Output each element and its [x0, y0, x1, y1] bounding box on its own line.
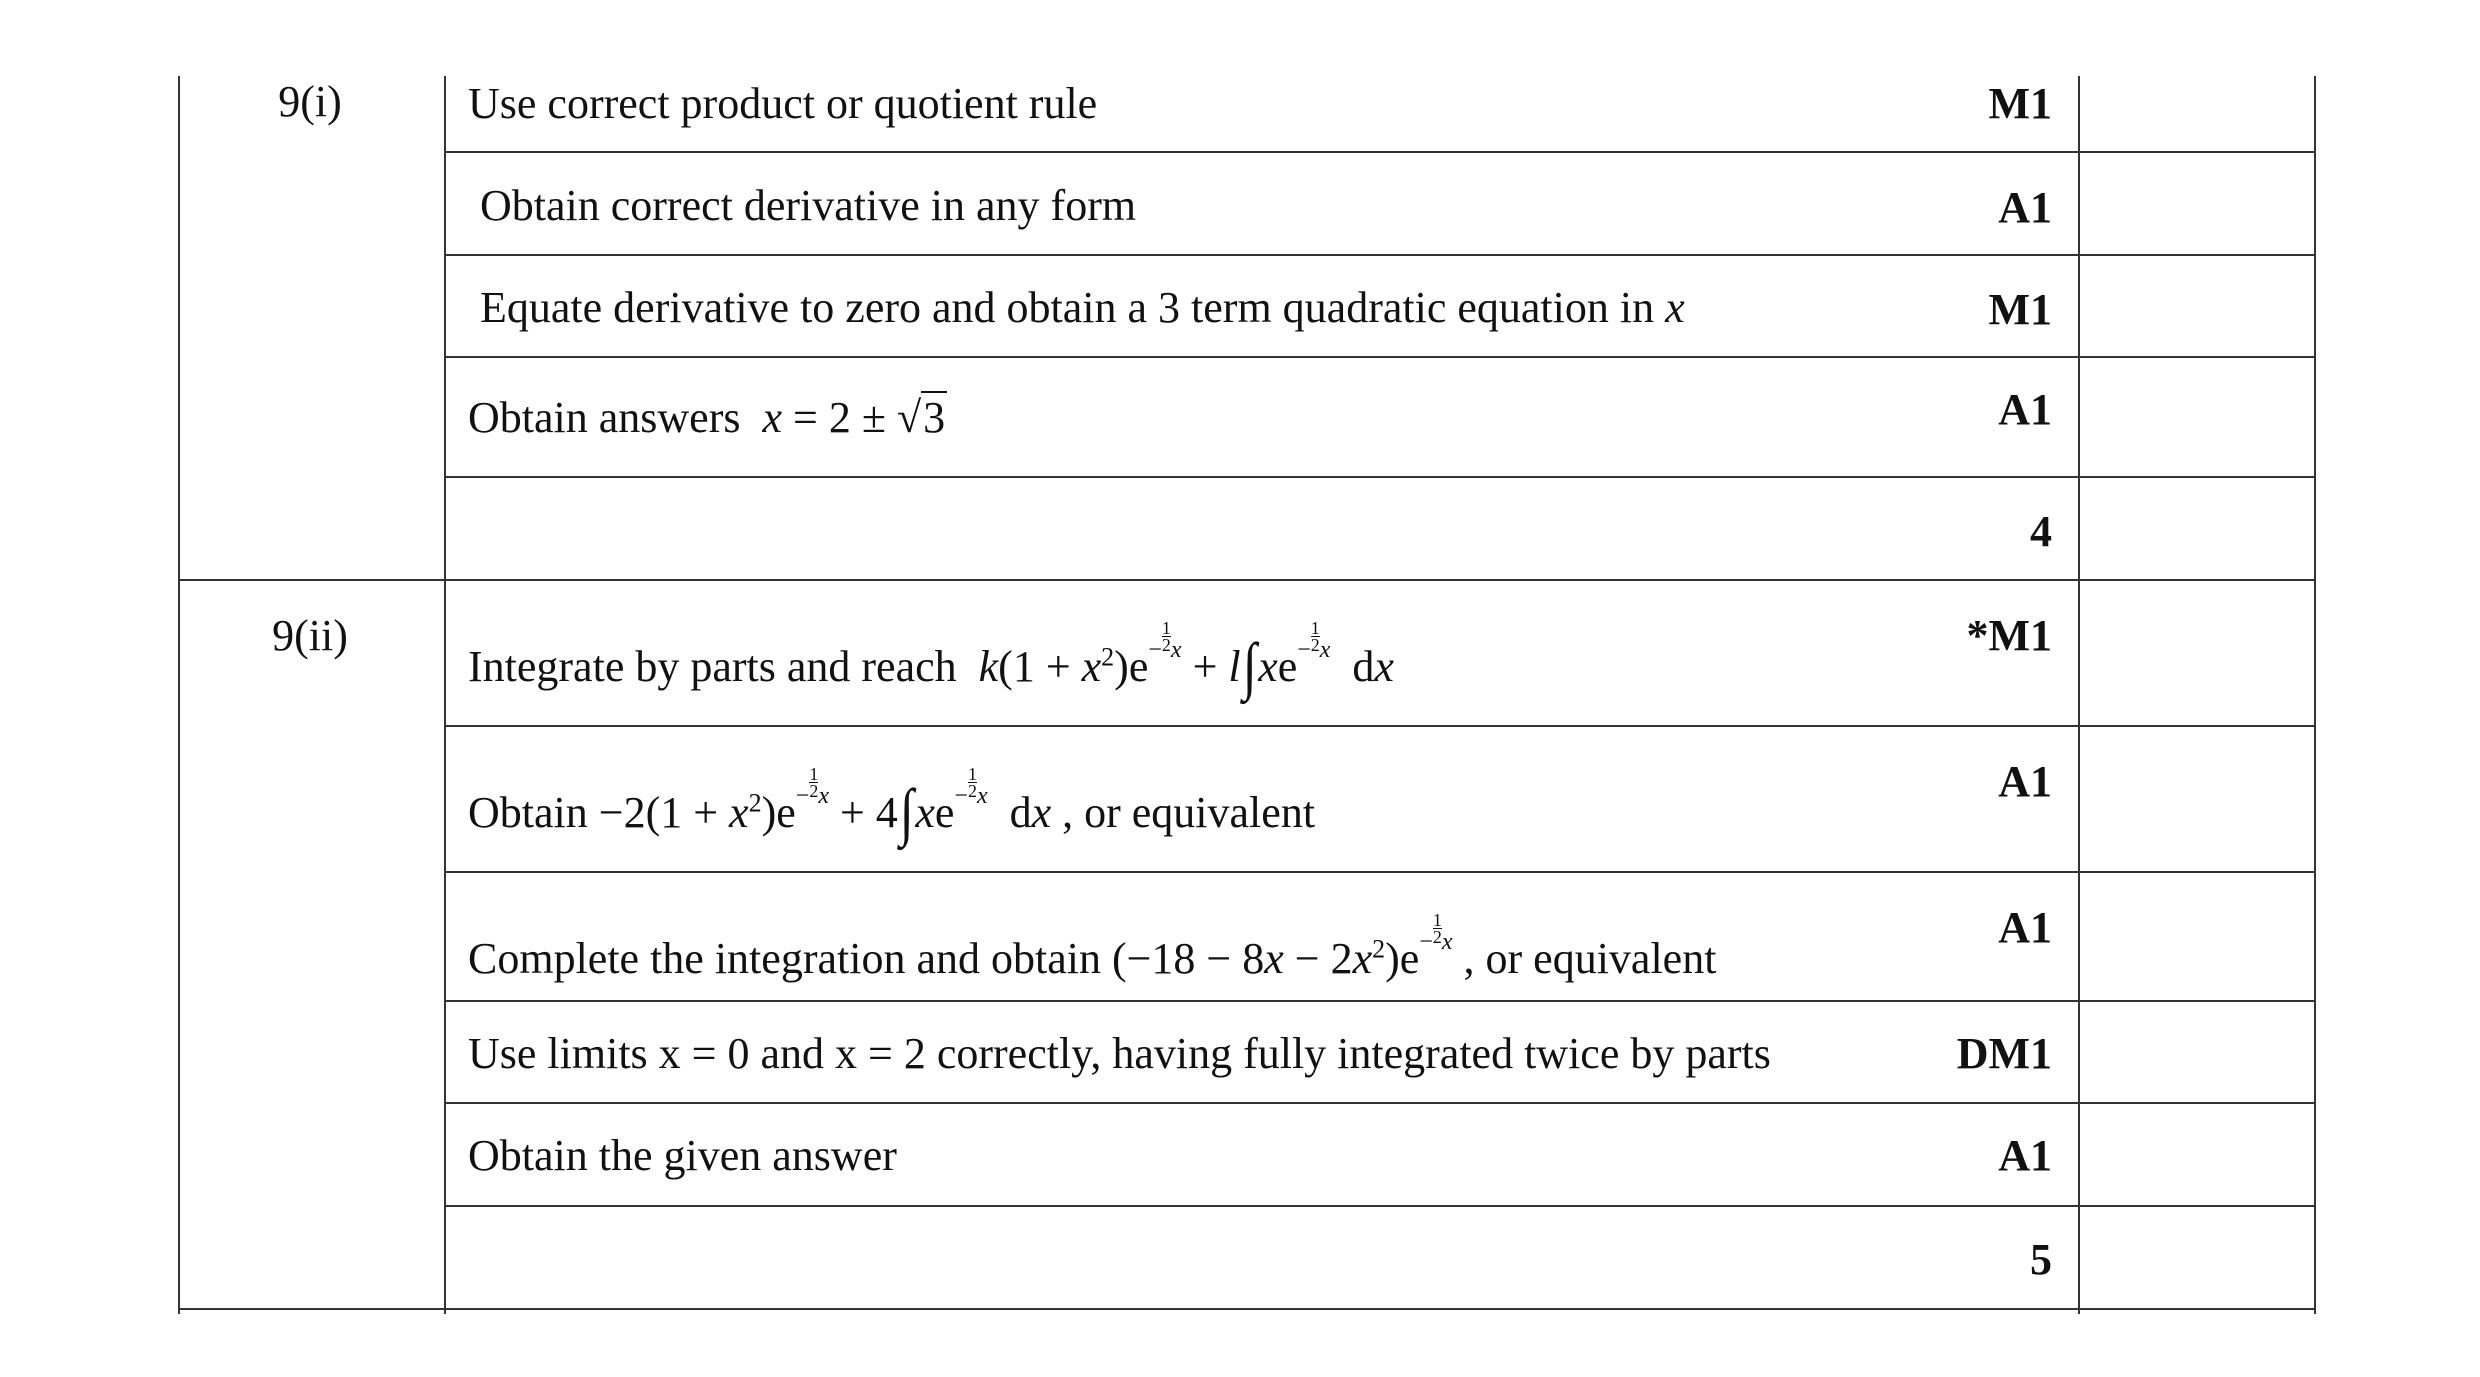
row-divider: [444, 356, 2316, 358]
step-text: Obtain the given answer: [468, 1131, 897, 1180]
step-text: [480, 283, 1685, 332]
question-number: 9(i): [278, 77, 342, 126]
table-border-left: [178, 76, 180, 1314]
math-expression: $(-18 - 8x - 2x^2)e^{- \frac{1}{2} x}$: [1111, 910, 1453, 983]
table-border-right: [2314, 76, 2316, 1314]
column-divider-marks: [2078, 76, 2080, 1314]
step-text: [468, 910, 1717, 983]
row-divider: [444, 1000, 2316, 1002]
step-text: [468, 618, 1394, 701]
row-divider: [444, 1205, 2316, 1207]
math-expression: $k(1 + x^2)e^{- \frac{1}{2} x} + l\int xe^{- \frac{1}{2} x}$ dx: [978, 618, 1394, 701]
row-divider: [444, 871, 2316, 873]
step-text-main: Complete the integration and obtain: [468, 933, 1101, 983]
step-text: Obtain correct derivative in any form: [480, 181, 1137, 230]
mark-value: A1: [1998, 757, 2052, 806]
step-text-main: Obtain answers: [468, 393, 741, 442]
math-expression: $-2(1 + x^2)e^{- \frac{1}{2} x} + 4\int xe^{- \frac{1}{2} x}$ dx: [598, 764, 1052, 847]
mark-value: A1: [1998, 183, 2052, 232]
variable-x: x: [1665, 283, 1685, 332]
mark-value: *M1: [1966, 611, 2052, 660]
column-divider-question: [444, 76, 446, 1314]
mark-value: A1: [1998, 1131, 2052, 1180]
row-divider: [444, 254, 2316, 256]
mark-value: A1: [1998, 903, 2052, 952]
step-text: Use limits x = 0 and x = 2 correctly, having fully integrated twice by parts: [468, 1029, 1771, 1078]
math-expression: x = 2 ± √3: [762, 393, 946, 442]
mark-value: M1: [1988, 79, 2052, 128]
step-text: [468, 393, 947, 442]
mark-value: DM1: [1956, 1029, 2052, 1078]
table-border-bottom: [178, 1308, 2316, 1310]
step-text-suffix: , or equivalent: [1062, 788, 1316, 837]
question-number: 9(ii): [272, 611, 348, 660]
row-divider: [444, 1102, 2316, 1104]
step-text-main: Equate derivative to zero and obtain a 3 term quadratic equation in: [480, 283, 1655, 332]
row-divider: [444, 151, 2316, 153]
step-text: [468, 764, 1316, 847]
mark-value: A1: [1998, 385, 2052, 434]
mark-total: 4: [2030, 507, 2052, 556]
step-text-suffix: , or equivalent: [1463, 933, 1717, 983]
section-divider: [178, 579, 2316, 581]
row-divider: [444, 476, 2316, 478]
mark-value: M1: [1988, 285, 2052, 334]
step-text-main: Obtain: [468, 788, 588, 837]
row-divider: [444, 725, 2316, 727]
step-text-main: Integrate by parts and reach: [468, 642, 957, 691]
mark-total: 5: [2030, 1235, 2052, 1284]
step-text: Use correct product or quotient rule: [468, 79, 1098, 128]
